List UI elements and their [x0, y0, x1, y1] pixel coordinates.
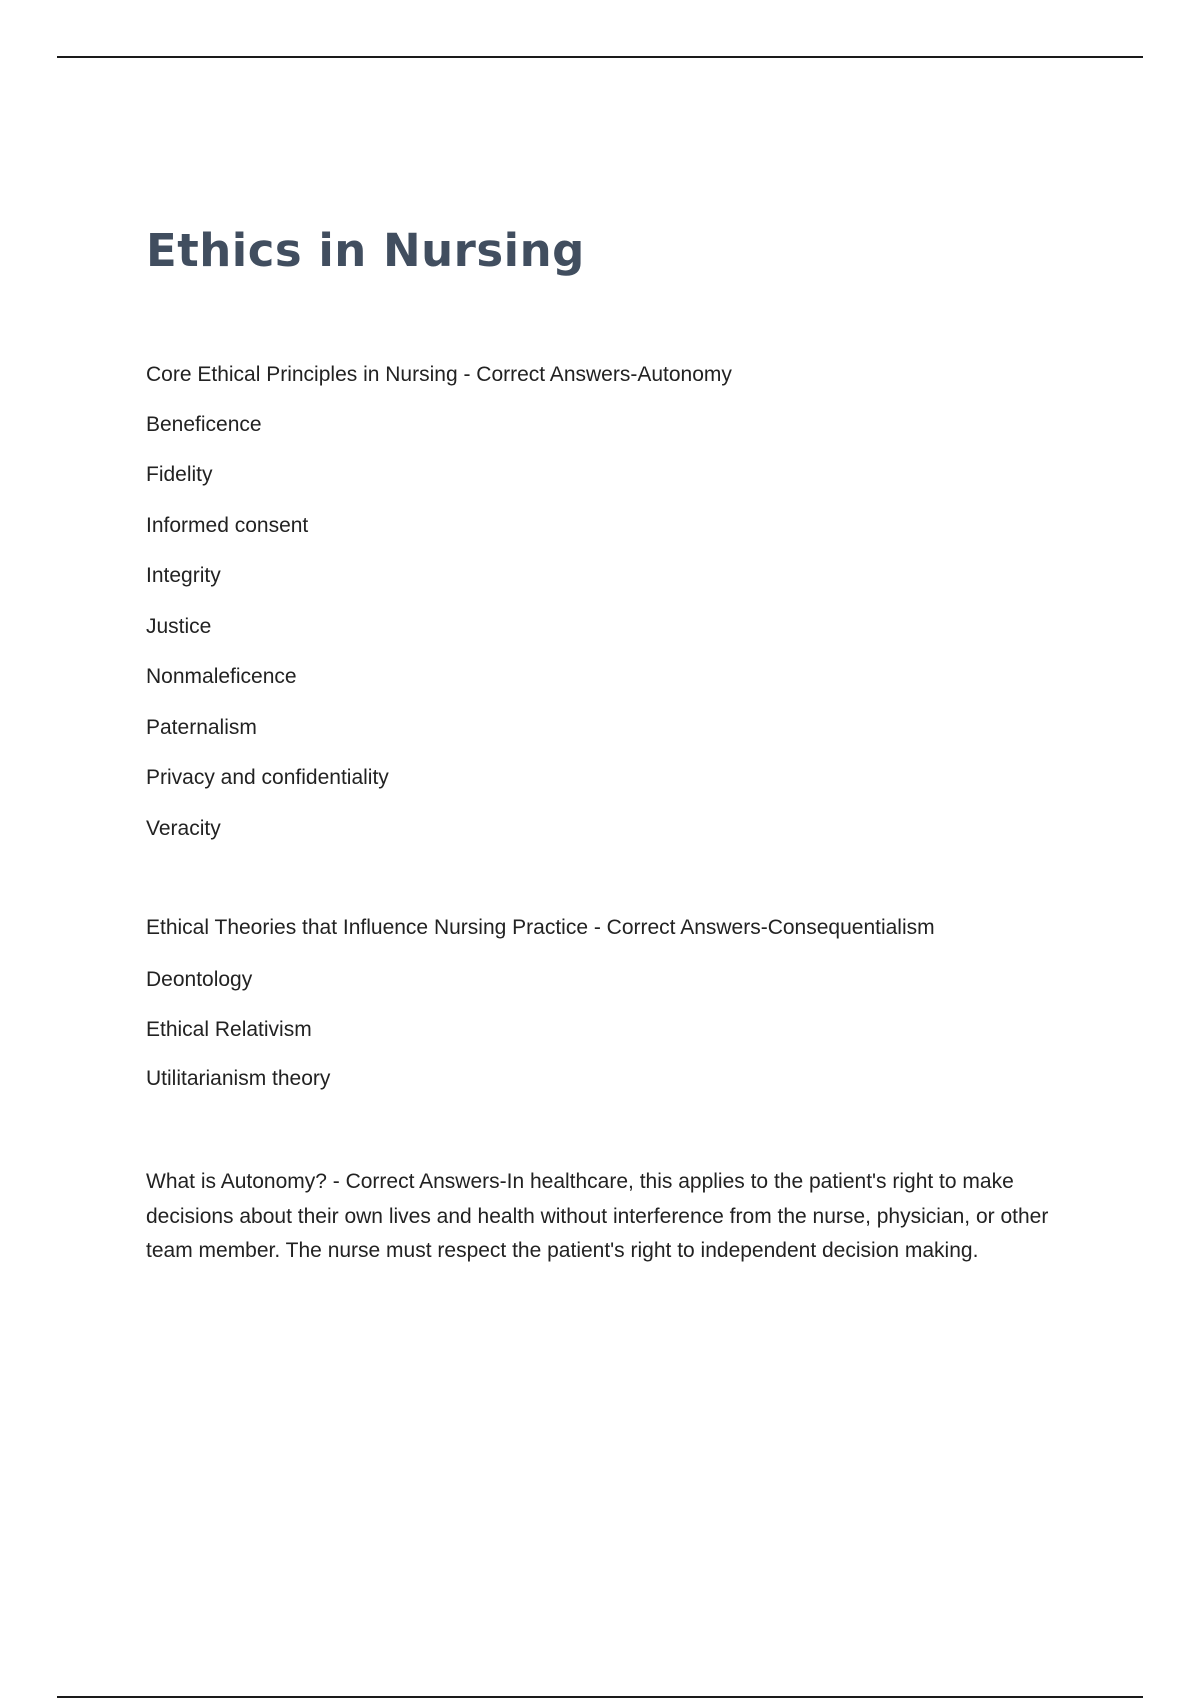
list-item: Beneficence: [146, 413, 262, 436]
list-item: Privacy and confidentiality: [146, 766, 389, 789]
list-item: Ethical Relativism: [146, 1018, 312, 1041]
page-title: Ethics in Nursing: [146, 224, 585, 277]
list-item: Deontology: [146, 968, 253, 991]
footer-rule: [57, 1696, 1143, 1698]
list-item: Informed consent: [146, 514, 309, 537]
header-rule: [57, 56, 1143, 58]
list-item: Fidelity: [146, 463, 213, 486]
section-heading-principles: Core Ethical Principles in Nursing - Correct Answers-Autonomy: [146, 363, 732, 386]
autonomy-paragraph: What is Autonomy? - Correct Answers-In healthcare, this applies to the patient's right to make decisions about their own lives and health without interference from the nurse, physician, or other team member. The nurse must respect the patient's right to independent decision making.: [146, 1170, 1049, 1262]
list-item: Utilitarianism theory: [146, 1067, 331, 1090]
list-item: Integrity: [146, 564, 221, 587]
list-item: Veracity: [146, 817, 221, 840]
list-item: Paternalism: [146, 716, 257, 739]
section-heading-theories: Ethical Theories that Influence Nursing Practice - Correct Answers-Consequentialism: [146, 916, 935, 939]
list-item: Nonmaleficence: [146, 665, 297, 688]
list-item: Justice: [146, 615, 212, 638]
